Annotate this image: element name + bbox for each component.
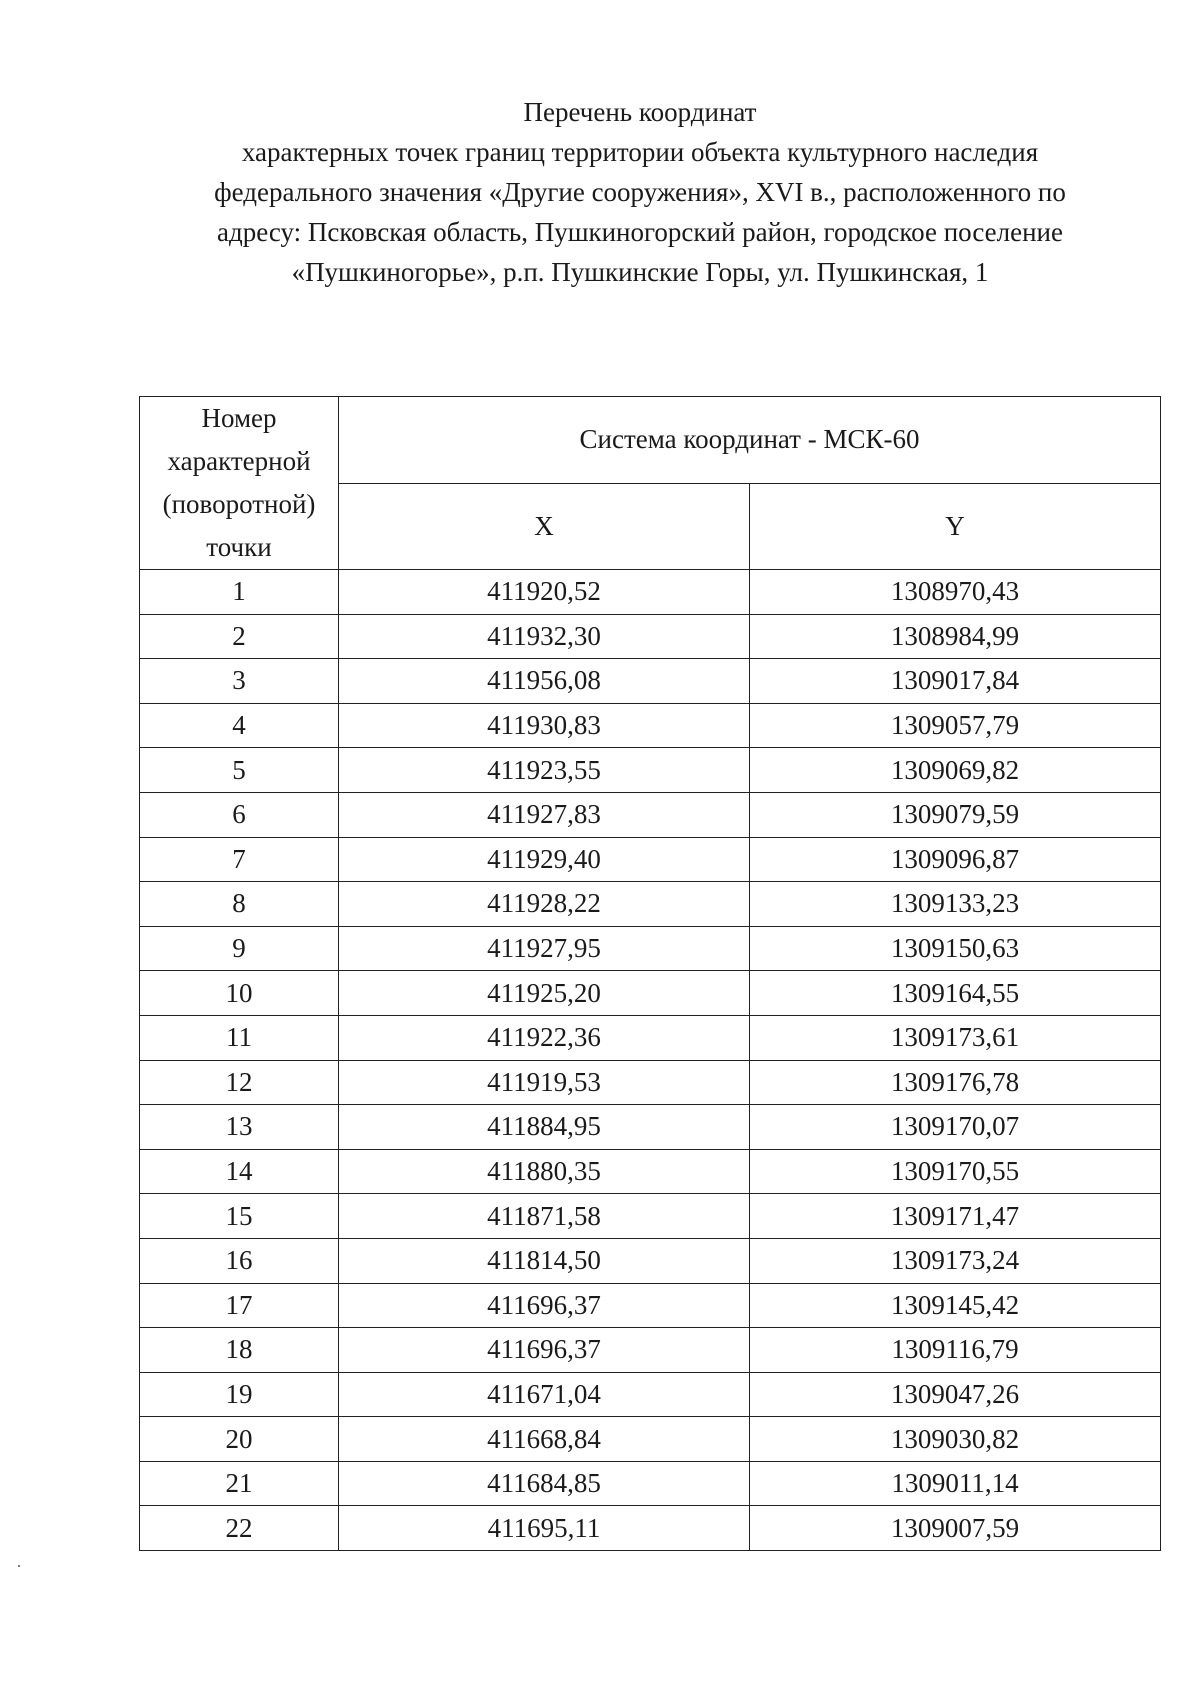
- point-number-cell: 6: [140, 792, 339, 837]
- point-number-cell: 8: [140, 882, 339, 927]
- x-coordinate-cell: 411695,11: [339, 1506, 750, 1551]
- y-coordinate-cell: 1309150,63: [750, 926, 1161, 971]
- point-number-cell: 7: [140, 837, 339, 882]
- title-line-2: характерных точек границ территории объекта культурного наследия: [241, 137, 1039, 167]
- y-coordinate-cell: 1308970,43: [750, 570, 1161, 615]
- y-coordinate-cell: 1309116,79: [750, 1328, 1161, 1373]
- x-coordinate-cell: 411956,08: [339, 659, 750, 704]
- table-row: [140, 1417, 1161, 1462]
- table-row: [140, 659, 1161, 704]
- point-number-header: [140, 397, 339, 570]
- point-number-header-line-2: характерной: [167, 446, 311, 476]
- y-coordinate-cell: 1309170,55: [750, 1149, 1161, 1194]
- y-coordinate-cell: 1309007,59: [750, 1506, 1161, 1551]
- y-coordinate-cell: 1309133,23: [750, 882, 1161, 927]
- title-line-4: адресу: Псковская область, Пушкиногорский район, городское поселение: [217, 217, 1063, 247]
- header-row-1: [140, 397, 1161, 484]
- table-row: [140, 971, 1161, 1016]
- table-row: [140, 1372, 1161, 1417]
- x-coordinate-cell: 411668,84: [339, 1417, 750, 1462]
- scan-speck: [18, 1565, 20, 1567]
- x-coordinate-cell: 411684,85: [339, 1461, 750, 1506]
- table-header: [140, 397, 1161, 570]
- title-line-1: Перечень координат: [523, 97, 757, 127]
- x-coordinate-cell: 411919,53: [339, 1060, 750, 1105]
- x-coordinate-cell: 411923,55: [339, 748, 750, 793]
- y-column-header: Y: [750, 483, 1161, 570]
- table-row: [140, 570, 1161, 615]
- point-number-cell: 17: [140, 1283, 339, 1328]
- x-coordinate-cell: 411880,35: [339, 1149, 750, 1194]
- table-row: [140, 882, 1161, 927]
- point-number-cell: 16: [140, 1238, 339, 1283]
- table-row: [140, 792, 1161, 837]
- y-coordinate-cell: 1308984,99: [750, 614, 1161, 659]
- table-row: [140, 748, 1161, 793]
- coordinate-system-header: Система координат - МСК-60: [339, 397, 1161, 484]
- point-number-cell: 9: [140, 926, 339, 971]
- y-coordinate-cell: 1309057,79: [750, 703, 1161, 748]
- point-number-header-line-4: точки: [206, 532, 272, 562]
- x-coordinate-cell: 411928,22: [339, 882, 750, 927]
- table-row: [140, 1015, 1161, 1060]
- y-coordinate-cell: 1309096,87: [750, 837, 1161, 882]
- x-coordinate-cell: 411696,37: [339, 1283, 750, 1328]
- point-number-cell: 5: [140, 748, 339, 793]
- point-number-cell: 21: [140, 1461, 339, 1506]
- point-number-cell: 2: [140, 614, 339, 659]
- point-number-cell: 10: [140, 971, 339, 1016]
- x-coordinate-cell: 411925,20: [339, 971, 750, 1016]
- point-number-cell: 13: [140, 1105, 339, 1150]
- table-row: [140, 614, 1161, 659]
- point-number-cell: 19: [140, 1372, 339, 1417]
- x-coordinate-cell: 411927,95: [339, 926, 750, 971]
- y-coordinate-cell: 1309173,61: [750, 1015, 1161, 1060]
- y-coordinate-cell: 1309173,24: [750, 1238, 1161, 1283]
- point-number-cell: 22: [140, 1506, 339, 1551]
- x-coordinate-cell: 411922,36: [339, 1015, 750, 1060]
- title-line-5: «Пушкиногорье», р.п. Пушкинские Горы, ул. Пушкинская, 1: [291, 257, 989, 287]
- table-row: [140, 1194, 1161, 1239]
- y-coordinate-cell: 1309164,55: [750, 971, 1161, 1016]
- point-number-cell: 15: [140, 1194, 339, 1239]
- x-coordinate-cell: 411927,83: [339, 792, 750, 837]
- table-row: [140, 1238, 1161, 1283]
- x-coordinate-cell: 411920,52: [339, 570, 750, 615]
- y-coordinate-cell: 1309171,47: [750, 1194, 1161, 1239]
- y-coordinate-cell: 1309011,14: [750, 1461, 1161, 1506]
- table-body: [140, 570, 1161, 1551]
- point-number-cell: 3: [140, 659, 339, 704]
- y-coordinate-cell: 1309030,82: [750, 1417, 1161, 1462]
- x-column-header: X: [339, 483, 750, 570]
- table-row: [140, 1105, 1161, 1150]
- table-row: [140, 1149, 1161, 1194]
- coordinates-table: [139, 396, 1161, 1551]
- point-number-cell: 20: [140, 1417, 339, 1462]
- point-number-cell: 1: [140, 570, 339, 615]
- y-coordinate-cell: 1309170,07: [750, 1105, 1161, 1150]
- y-coordinate-cell: 1309176,78: [750, 1060, 1161, 1105]
- table-row: [140, 1506, 1161, 1551]
- point-number-cell: 18: [140, 1328, 339, 1373]
- table-row: [140, 1461, 1161, 1506]
- table-row: [140, 837, 1161, 882]
- x-coordinate-cell: 411696,37: [339, 1328, 750, 1373]
- table-row: [140, 703, 1161, 748]
- point-number-cell: 4: [140, 703, 339, 748]
- x-coordinate-cell: 411929,40: [339, 837, 750, 882]
- y-coordinate-cell: 1309145,42: [750, 1283, 1161, 1328]
- x-coordinate-cell: 411871,58: [339, 1194, 750, 1239]
- table-row: [140, 1060, 1161, 1105]
- y-coordinate-cell: 1309069,82: [750, 748, 1161, 793]
- point-number-header-line-3: (поворотной): [162, 489, 316, 519]
- point-number-cell: 12: [140, 1060, 339, 1105]
- y-coordinate-cell: 1309047,26: [750, 1372, 1161, 1417]
- y-coordinate-cell: 1309017,84: [750, 659, 1161, 704]
- table-row: [140, 1328, 1161, 1373]
- title-line-3: федерального значения «Другие сооружения», XVI в., расположенного по: [214, 177, 1066, 207]
- x-coordinate-cell: 411930,83: [339, 703, 750, 748]
- point-number-cell: 14: [140, 1149, 339, 1194]
- document-title: [60, 92, 1200, 292]
- point-number-cell: 11: [140, 1015, 339, 1060]
- x-coordinate-cell: 411932,30: [339, 614, 750, 659]
- x-coordinate-cell: 411884,95: [339, 1105, 750, 1150]
- y-coordinate-cell: 1309079,59: [750, 792, 1161, 837]
- x-coordinate-cell: 411814,50: [339, 1238, 750, 1283]
- table-row: [140, 926, 1161, 971]
- point-number-header-line-1: Номер: [201, 403, 277, 433]
- x-coordinate-cell: 411671,04: [339, 1372, 750, 1417]
- table-row: [140, 1283, 1161, 1328]
